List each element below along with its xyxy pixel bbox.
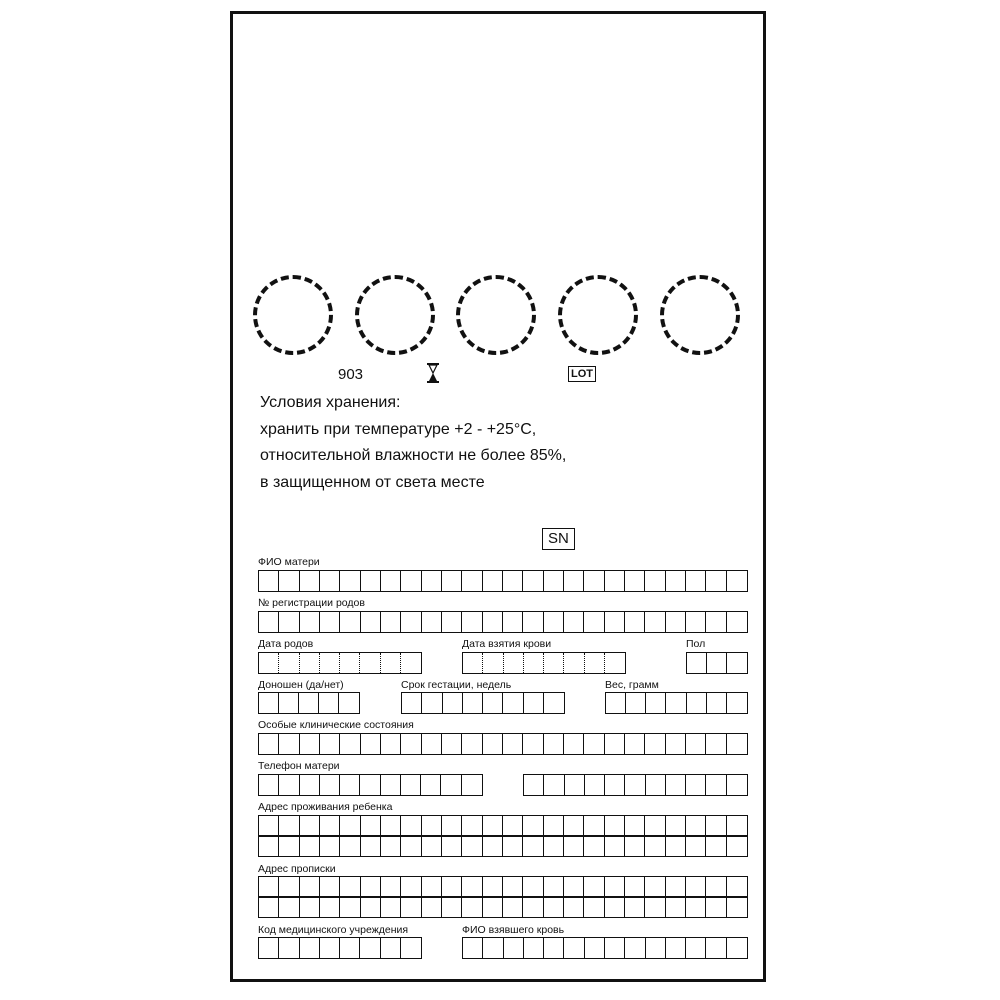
grid-cell[interactable] — [524, 775, 544, 795]
symbol-circle-1 — [253, 275, 333, 355]
grid-cell[interactable] — [401, 571, 421, 591]
grid-cell[interactable] — [686, 938, 706, 958]
grid-cell[interactable] — [401, 775, 421, 795]
grid-cell[interactable] — [320, 775, 340, 795]
grid-cell[interactable] — [686, 836, 706, 856]
grid-cell[interactable] — [361, 571, 381, 591]
grid-cell[interactable] — [645, 836, 665, 856]
grid-cell[interactable] — [320, 816, 340, 836]
storage-conditions — [260, 390, 566, 496]
grid-cell[interactable] — [381, 775, 401, 795]
birth-date-field[interactable] — [258, 652, 422, 674]
label-child-address: Адрес проживания ребенка — [258, 801, 393, 813]
grid-cell[interactable] — [340, 938, 360, 958]
grid-cell[interactable] — [401, 836, 421, 856]
grid-cell[interactable] — [422, 836, 442, 856]
grid-cell[interactable] — [524, 653, 544, 673]
grid-cell[interactable] — [605, 897, 625, 917]
grid-cell[interactable] — [544, 836, 564, 856]
grid-cell[interactable] — [605, 734, 625, 754]
grid-cell[interactable] — [483, 693, 503, 713]
grid-cell[interactable] — [463, 693, 483, 713]
grid-cell[interactable] — [564, 571, 584, 591]
grid-cell[interactable] — [544, 571, 564, 591]
grid-cell[interactable] — [300, 775, 320, 795]
lot-symbol: LOT — [568, 366, 596, 382]
weight-field[interactable] — [605, 692, 748, 714]
sn-symbol: SN — [542, 528, 575, 550]
grid-cell[interactable] — [666, 897, 686, 917]
label-clinical: Особые клинические состояния — [258, 719, 414, 731]
grid-cell[interactable] — [360, 938, 380, 958]
grid-cell[interactable] — [503, 612, 523, 632]
grid-cell[interactable] — [686, 897, 706, 917]
grid-cell[interactable] — [300, 816, 320, 836]
grid-cell[interactable] — [727, 816, 747, 836]
label-collector-name: ФИО взявшего кровь — [462, 924, 565, 936]
grid-cell[interactable] — [483, 836, 503, 856]
grid-cell[interactable] — [523, 877, 543, 897]
med-code-field[interactable] — [258, 937, 422, 959]
grid-cell[interactable] — [706, 836, 726, 856]
grid-cell[interactable] — [340, 612, 360, 632]
grid-cell[interactable] — [320, 734, 340, 754]
grid-cell[interactable] — [279, 571, 299, 591]
grid-cell[interactable] — [300, 653, 320, 673]
grid-cell[interactable] — [626, 693, 646, 713]
grid-cell[interactable] — [605, 653, 625, 673]
grid-cell[interactable] — [544, 612, 564, 632]
grid-cell[interactable] — [523, 897, 543, 917]
grid-cell[interactable] — [483, 653, 503, 673]
registration-address-field-1[interactable] — [258, 876, 748, 898]
grid-cell[interactable] — [584, 612, 604, 632]
grid-cell[interactable] — [645, 897, 665, 917]
grid-cell[interactable] — [381, 897, 401, 917]
grid-cell[interactable] — [544, 775, 564, 795]
grid-cell[interactable] — [727, 775, 747, 795]
grid-cell[interactable] — [523, 816, 543, 836]
label-birth-registration: № регистрации родов — [258, 597, 365, 609]
grid-cell[interactable] — [340, 836, 360, 856]
grid-cell[interactable] — [564, 653, 584, 673]
grid-cell[interactable] — [462, 571, 482, 591]
mother-name-field[interactable] — [258, 570, 748, 592]
gestation-field[interactable] — [401, 692, 565, 714]
grid-cell[interactable] — [462, 897, 482, 917]
grid-cell[interactable] — [340, 877, 360, 897]
grid-cell[interactable] — [320, 897, 340, 917]
grid-cell[interactable] — [605, 816, 625, 836]
blood-date-field[interactable] — [462, 652, 626, 674]
grid-cell[interactable] — [483, 877, 503, 897]
grid-cell[interactable] — [361, 612, 381, 632]
grid-cell[interactable] — [544, 938, 564, 958]
grid-cell[interactable] — [645, 877, 665, 897]
label-registration-address: Адрес прописки — [258, 863, 336, 875]
grid-cell[interactable] — [503, 693, 523, 713]
grid-cell[interactable] — [279, 816, 299, 836]
grid-cell[interactable] — [706, 877, 726, 897]
grid-cell[interactable] — [524, 938, 544, 958]
grid-cell[interactable] — [279, 938, 299, 958]
grid-cell[interactable] — [727, 734, 747, 754]
grid-cell[interactable] — [605, 836, 625, 856]
grid-cell[interactable] — [544, 877, 564, 897]
grid-cell[interactable] — [483, 938, 503, 958]
storage-line-3: в защищенном от света месте — [260, 473, 485, 491]
grid-cell[interactable] — [625, 571, 645, 591]
sex-field[interactable] — [686, 652, 748, 674]
grid-cell[interactable] — [686, 816, 706, 836]
grid-cell[interactable] — [300, 938, 320, 958]
grid-cell[interactable] — [401, 897, 421, 917]
grid-cell[interactable] — [585, 653, 605, 673]
label-med-code: Код медицинского учреждения — [258, 924, 409, 936]
grid-cell[interactable] — [319, 693, 339, 713]
grid-cell[interactable] — [727, 877, 747, 897]
grid-cell[interactable] — [666, 734, 686, 754]
grid-cell[interactable] — [544, 693, 564, 713]
grid-cell[interactable] — [483, 897, 503, 917]
grid-cell[interactable] — [300, 612, 320, 632]
grid-cell[interactable] — [606, 693, 626, 713]
phone-field-1[interactable] — [258, 774, 483, 796]
grid-cell[interactable] — [544, 816, 564, 836]
grid-cell[interactable] — [300, 897, 320, 917]
symbol-circle-4 — [558, 275, 638, 355]
grid-cell[interactable] — [259, 897, 279, 917]
grid-cell[interactable] — [686, 612, 706, 632]
grid-cell[interactable] — [605, 938, 625, 958]
grid-cell[interactable] — [340, 816, 360, 836]
grid-cell[interactable] — [422, 571, 442, 591]
grid-cell[interactable] — [381, 877, 401, 897]
grid-cell[interactable] — [706, 816, 726, 836]
grid-cell[interactable] — [666, 836, 686, 856]
grid-cell[interactable] — [300, 571, 320, 591]
grid-cell[interactable] — [279, 693, 299, 713]
collector-name-field[interactable] — [462, 937, 748, 959]
grid-cell[interactable] — [442, 836, 462, 856]
grid-cell[interactable] — [503, 836, 523, 856]
grid-cell[interactable] — [727, 897, 747, 917]
grid-cell[interactable] — [564, 612, 584, 632]
grid-cell[interactable] — [401, 612, 421, 632]
grid-cell[interactable] — [259, 571, 279, 591]
grid-cell[interactable] — [259, 836, 279, 856]
grid-cell[interactable] — [523, 734, 543, 754]
grid-cell[interactable] — [686, 877, 706, 897]
grid-cell[interactable] — [279, 775, 299, 795]
grid-cell[interactable] — [279, 897, 299, 917]
code-903: 903 — [338, 366, 364, 383]
grid-cell[interactable] — [442, 816, 462, 836]
grid-cell[interactable] — [564, 836, 584, 856]
grid-cell[interactable] — [361, 877, 381, 897]
grid-cell[interactable] — [320, 612, 340, 632]
grid-cell[interactable] — [727, 693, 747, 713]
grid-cell[interactable] — [442, 612, 462, 632]
grid-cell[interactable] — [381, 653, 401, 673]
grid-cell[interactable] — [381, 612, 401, 632]
symbol-circle-5 — [660, 275, 740, 355]
grid-cell[interactable] — [706, 897, 726, 917]
grid-cell[interactable] — [625, 877, 645, 897]
label-blood-date: Дата взятия крови — [462, 638, 552, 650]
grid-cell[interactable] — [686, 775, 706, 795]
grid-cell[interactable] — [706, 734, 726, 754]
grid-cell[interactable] — [646, 775, 666, 795]
storage-title: Условия хранения: — [260, 394, 401, 411]
grid-cell[interactable] — [503, 571, 523, 591]
grid-cell[interactable] — [339, 693, 359, 713]
grid-cell[interactable] — [279, 653, 299, 673]
grid-cell[interactable] — [462, 877, 482, 897]
grid-cell[interactable] — [625, 775, 645, 795]
grid-cell[interactable] — [584, 877, 604, 897]
grid-cell[interactable] — [259, 938, 279, 958]
grid-cell[interactable] — [381, 938, 401, 958]
grid-cell[interactable] — [462, 836, 482, 856]
grid-cell[interactable] — [441, 775, 461, 795]
grid-cell[interactable] — [706, 775, 726, 795]
grid-cell[interactable] — [259, 734, 279, 754]
grid-cell[interactable] — [360, 775, 380, 795]
grid-cell[interactable] — [585, 775, 605, 795]
label-phone: Телефон матери — [258, 760, 340, 772]
grid-cell[interactable] — [401, 653, 421, 673]
grid-cell[interactable] — [666, 571, 686, 591]
grid-cell[interactable] — [504, 653, 524, 673]
grid-cell[interactable] — [645, 816, 665, 836]
grid-cell[interactable] — [727, 653, 747, 673]
grid-cell[interactable] — [706, 938, 726, 958]
grid-cell[interactable] — [279, 836, 299, 856]
grid-cell[interactable] — [381, 734, 401, 754]
grid-cell[interactable] — [503, 877, 523, 897]
grid-cell[interactable] — [422, 816, 442, 836]
grid-cell[interactable] — [666, 938, 686, 958]
grid-cell[interactable] — [707, 653, 727, 673]
grid-cell[interactable] — [605, 612, 625, 632]
label-gestation: Срок гестации, недель — [401, 679, 512, 691]
grid-cell[interactable] — [462, 775, 482, 795]
child-address-field-2[interactable] — [258, 835, 748, 857]
grid-cell[interactable] — [361, 734, 381, 754]
grid-cell[interactable] — [584, 571, 604, 591]
grid-cell[interactable] — [442, 734, 462, 754]
grid-cell[interactable] — [544, 897, 564, 917]
grid-cell[interactable] — [259, 693, 279, 713]
grid-cell[interactable] — [279, 734, 299, 754]
grid-cell[interactable] — [706, 571, 726, 591]
grid-cell[interactable] — [666, 775, 686, 795]
grid-cell[interactable] — [706, 612, 726, 632]
grid-cell[interactable] — [687, 653, 707, 673]
grid-cell[interactable] — [727, 938, 747, 958]
grid-cell[interactable] — [625, 836, 645, 856]
grid-cell[interactable] — [646, 693, 666, 713]
grid-cell[interactable] — [605, 775, 625, 795]
grid-cell[interactable] — [523, 836, 543, 856]
grid-cell[interactable] — [523, 612, 543, 632]
grid-cell[interactable] — [442, 897, 462, 917]
grid-cell[interactable] — [707, 693, 727, 713]
grid-cell[interactable] — [259, 612, 279, 632]
grid-cell[interactable] — [584, 897, 604, 917]
grid-cell[interactable] — [422, 734, 442, 754]
grid-cell[interactable] — [544, 734, 564, 754]
grid-cell[interactable] — [645, 612, 665, 632]
grid-cell[interactable] — [584, 836, 604, 856]
grid-cell[interactable] — [686, 571, 706, 591]
grid-cell[interactable] — [401, 816, 421, 836]
child-address-field-1[interactable] — [258, 815, 748, 837]
grid-cell[interactable] — [421, 775, 441, 795]
grid-cell[interactable] — [340, 775, 360, 795]
grid-cell[interactable] — [625, 897, 645, 917]
grid-cell[interactable] — [401, 877, 421, 897]
grid-cell[interactable] — [340, 734, 360, 754]
grid-cell[interactable] — [259, 653, 279, 673]
grid-cell[interactable] — [666, 877, 686, 897]
grid-cell[interactable] — [320, 877, 340, 897]
phone-field-2[interactable] — [523, 774, 748, 796]
grid-cell[interactable] — [402, 693, 422, 713]
grid-cell[interactable] — [320, 571, 340, 591]
grid-cell[interactable] — [564, 877, 584, 897]
grid-cell[interactable] — [686, 734, 706, 754]
grid-cell[interactable] — [625, 938, 645, 958]
grid-cell[interactable] — [585, 938, 605, 958]
label-birth-date: Дата родов — [258, 638, 314, 650]
grid-cell[interactable] — [381, 816, 401, 836]
grid-cell[interactable] — [462, 734, 482, 754]
grid-cell[interactable] — [259, 775, 279, 795]
grid-cell[interactable] — [727, 612, 747, 632]
grid-cell[interactable] — [422, 877, 442, 897]
grid-cell[interactable] — [625, 816, 645, 836]
label-fullterm: Доношен (да/нет) — [258, 679, 344, 691]
grid-cell[interactable] — [340, 653, 360, 673]
fullterm-field[interactable] — [258, 692, 360, 714]
grid-cell[interactable] — [483, 571, 503, 591]
storage-line-1: хранить при температуре +2 - +25°С, — [260, 420, 537, 438]
grid-cell[interactable] — [279, 612, 299, 632]
grid-cell[interactable] — [381, 836, 401, 856]
grid-cell[interactable] — [299, 693, 319, 713]
grid-cell[interactable] — [320, 938, 340, 958]
grid-cell[interactable] — [442, 571, 462, 591]
symbol-circle-3 — [456, 275, 536, 355]
grid-cell[interactable] — [442, 877, 462, 897]
grid-cell[interactable] — [361, 836, 381, 856]
grid-cell[interactable] — [340, 897, 360, 917]
clinical-field[interactable] — [258, 733, 748, 755]
grid-cell[interactable] — [646, 938, 666, 958]
grid-cell[interactable] — [503, 734, 523, 754]
grid-cell[interactable] — [360, 653, 380, 673]
grid-cell[interactable] — [564, 897, 584, 917]
grid-cell[interactable] — [300, 877, 320, 897]
grid-cell[interactable] — [605, 877, 625, 897]
grid-cell[interactable] — [666, 693, 686, 713]
grid-cell[interactable] — [320, 836, 340, 856]
grid-cell[interactable] — [361, 816, 381, 836]
grid-cell[interactable] — [401, 734, 421, 754]
label-sex: Пол — [686, 638, 706, 650]
hourglass-icon — [427, 363, 439, 383]
grid-cell[interactable] — [422, 693, 442, 713]
grid-cell[interactable] — [483, 734, 503, 754]
grid-cell[interactable] — [503, 897, 523, 917]
grid-cell[interactable] — [443, 693, 463, 713]
grid-cell[interactable] — [564, 816, 584, 836]
grid-cell[interactable] — [584, 734, 604, 754]
grid-cell[interactable] — [462, 816, 482, 836]
grid-cell[interactable] — [625, 734, 645, 754]
grid-cell[interactable] — [727, 836, 747, 856]
grid-cell[interactable] — [524, 693, 544, 713]
grid-cell[interactable] — [503, 816, 523, 836]
grid-cell[interactable] — [483, 612, 503, 632]
grid-cell[interactable] — [687, 693, 707, 713]
birth-registration-field[interactable] — [258, 611, 748, 633]
grid-cell[interactable] — [564, 938, 584, 958]
grid-cell[interactable] — [645, 571, 665, 591]
grid-cell[interactable] — [300, 734, 320, 754]
grid-cell[interactable] — [463, 653, 483, 673]
grid-cell[interactable] — [279, 877, 299, 897]
label-mother-name: ФИО матери — [258, 556, 320, 568]
grid-cell[interactable] — [645, 734, 665, 754]
grid-cell[interactable] — [340, 571, 360, 591]
grid-cell[interactable] — [523, 571, 543, 591]
grid-cell[interactable] — [483, 816, 503, 836]
grid-cell[interactable] — [565, 775, 585, 795]
grid-cell[interactable] — [259, 877, 279, 897]
grid-cell[interactable] — [422, 612, 442, 632]
grid-cell[interactable] — [584, 816, 604, 836]
grid-cell[interactable] — [564, 734, 584, 754]
label-weight: Вес, грамм — [605, 679, 659, 691]
grid-cell[interactable] — [605, 571, 625, 591]
grid-cell[interactable] — [544, 653, 564, 673]
grid-cell[interactable] — [422, 897, 442, 917]
storage-line-2: относительной влажности не более 85%, — [260, 447, 567, 464]
grid-cell[interactable] — [462, 612, 482, 632]
symbol-circle-2 — [355, 275, 435, 355]
grid-cell[interactable] — [666, 612, 686, 632]
grid-cell[interactable] — [504, 938, 524, 958]
grid-cell[interactable] — [401, 938, 421, 958]
grid-cell[interactable] — [320, 653, 340, 673]
grid-cell[interactable] — [666, 816, 686, 836]
grid-cell[interactable] — [727, 571, 747, 591]
grid-cell[interactable] — [625, 612, 645, 632]
grid-cell[interactable] — [381, 571, 401, 591]
grid-cell[interactable] — [300, 836, 320, 856]
grid-cell[interactable] — [259, 816, 279, 836]
grid-cell[interactable] — [463, 938, 483, 958]
registration-address-field-2[interactable] — [258, 896, 748, 918]
grid-cell[interactable] — [361, 897, 381, 917]
